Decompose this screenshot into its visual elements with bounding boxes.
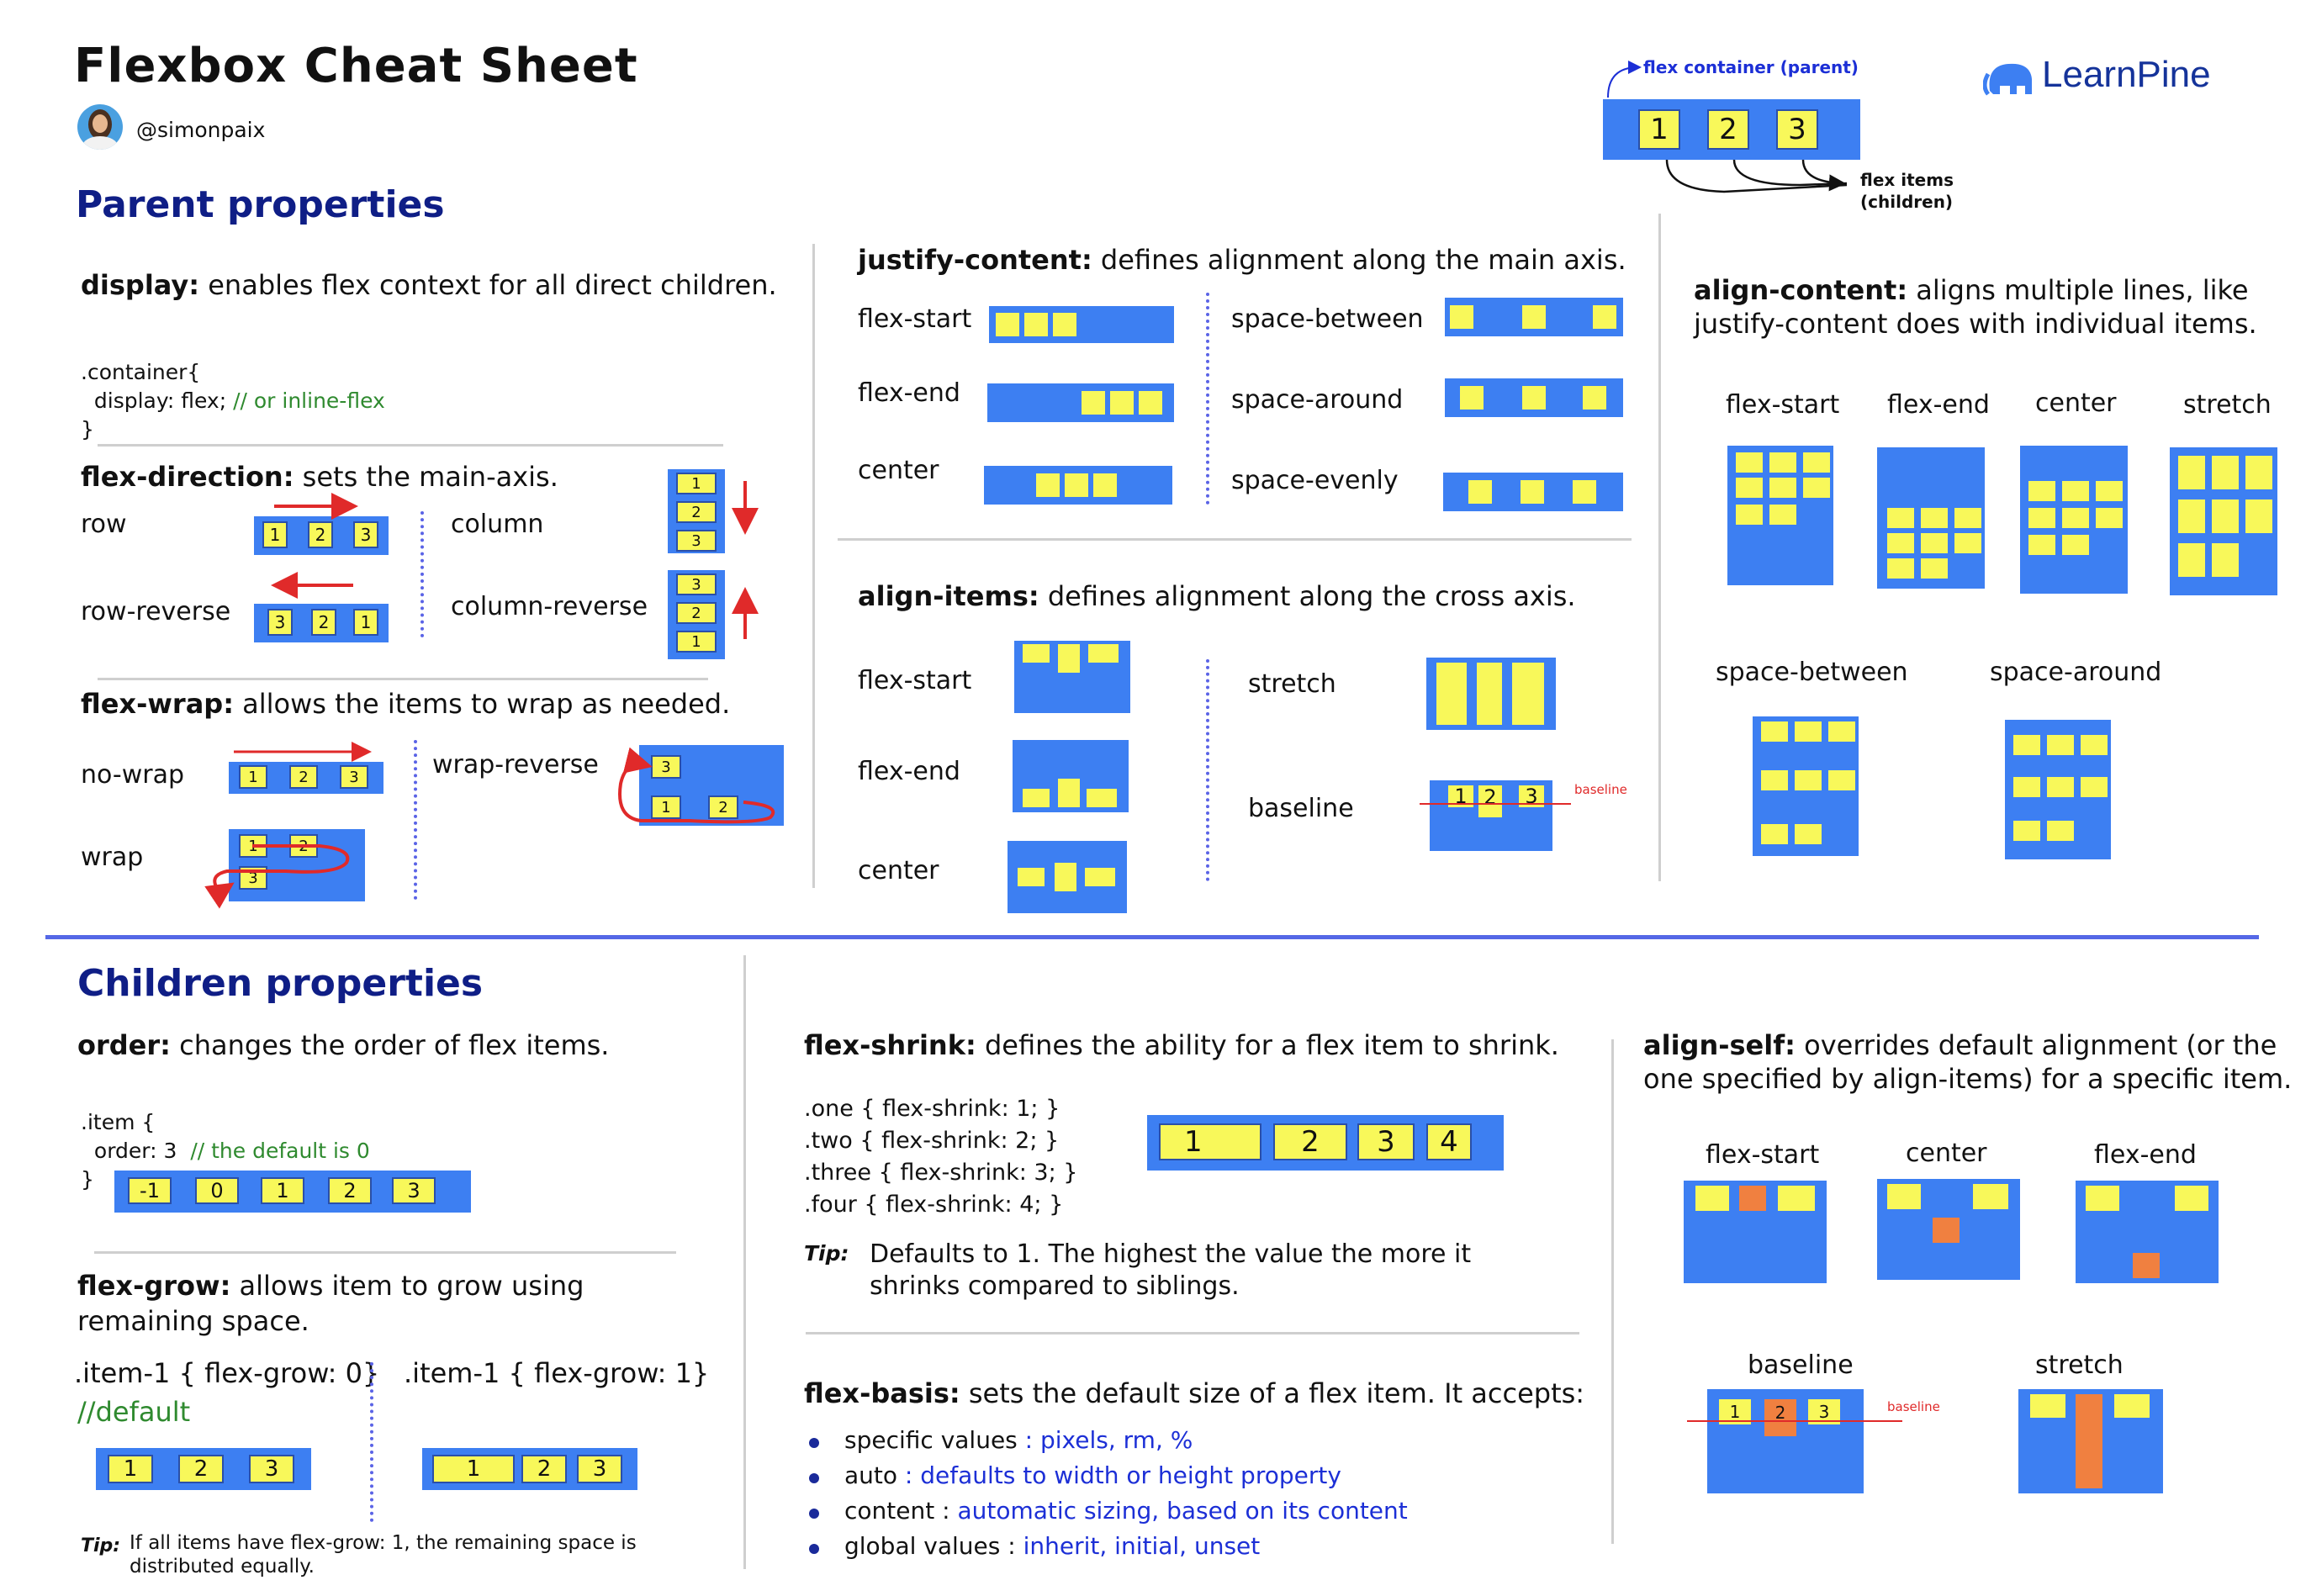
column-divider — [1611, 1039, 1614, 1544]
wrap-reverse-label: wrap-reverse — [432, 750, 599, 780]
author-handle: @simonpaix — [136, 118, 266, 142]
parent-diagram-label: flex container (parent) — [1643, 57, 1859, 77]
align-content-item — [1921, 533, 1948, 553]
divider — [98, 444, 723, 447]
justify-label: center — [858, 456, 939, 485]
align-content-item — [2013, 735, 2040, 755]
align-content-item — [1887, 508, 1914, 528]
self-baseline-item: 1 — [1719, 1399, 1751, 1424]
flex-grow-heading-2: remaining space. — [77, 1305, 309, 1337]
align-content-item — [1761, 721, 1788, 742]
align-content-item — [2047, 777, 2074, 797]
order-item: 2 — [328, 1177, 372, 1204]
baseline-item: 3 — [1519, 785, 1544, 807]
row-reverse-label: row-reverse — [81, 597, 231, 626]
align-items-center — [1008, 841, 1127, 913]
baseline-note: baseline — [1574, 782, 1627, 797]
diagram-item: 1 — [1638, 109, 1680, 150]
basis-item: specific values : pixels, rm, % — [844, 1426, 1193, 1454]
align-self-label: flex-start — [1706, 1140, 1820, 1170]
align-content-item — [1828, 721, 1855, 742]
align-content-item — [2062, 508, 2089, 528]
section-title-children: Children properties — [77, 962, 484, 1005]
divider — [94, 1251, 676, 1254]
column-divider — [812, 244, 815, 888]
basis-item: global values : inherit, initial, unset — [844, 1532, 1261, 1560]
align-content-item — [2212, 499, 2239, 533]
dotted-separator — [370, 1362, 373, 1522]
wrap-reverse-item: 3 — [651, 755, 681, 779]
dotted-separator — [1206, 293, 1209, 505]
align-content-item — [1795, 770, 1822, 790]
justify-label: space-between — [1231, 304, 1424, 334]
align-content-item — [1769, 478, 1796, 498]
justify-space-between — [1445, 298, 1623, 336]
align-content-item — [2096, 481, 2123, 501]
self-baseline-item: 3 — [1808, 1399, 1840, 1424]
justify-label: space-around — [1231, 385, 1404, 415]
align-content-item — [1736, 505, 1763, 525]
order-code: .item { order: 3 // the default is 0 } — [81, 1110, 370, 1192]
align-self-label: flex-end — [2094, 1140, 2197, 1170]
grow-item: 3 — [577, 1455, 622, 1483]
column-reverse-item: 3 — [676, 573, 717, 595]
shrink-tip-label: Tip: — [804, 1241, 849, 1266]
row-reverse-item: 3 — [267, 609, 293, 636]
align-content-item — [1921, 508, 1948, 528]
align-content-space-between — [1753, 716, 1859, 856]
column-reverse-item: 2 — [676, 602, 717, 624]
grow-tip-label: Tip: — [81, 1535, 121, 1556]
column-reverse-label: column-reverse — [451, 592, 648, 621]
grow-item: 1 — [432, 1455, 515, 1483]
justify-flex-end — [987, 383, 1174, 422]
align-content-heading: align-content: aligns multiple lines, like — [1694, 274, 2249, 306]
align-content-item — [1795, 824, 1822, 844]
align-content-item — [1795, 721, 1822, 742]
row-reverse-item: 1 — [353, 609, 378, 636]
display-heading: display: enables flex context for all direct children. — [81, 269, 777, 301]
align-self-stretch — [2018, 1389, 2163, 1493]
shrink-item: 4 — [1426, 1123, 1472, 1160]
align-content-flex-start — [1727, 446, 1833, 585]
align-items-label: baseline — [1248, 794, 1354, 823]
grow-code-b: .item-1 { flex-grow: 1} — [404, 1357, 710, 1389]
align-content-item — [2028, 535, 2055, 555]
align-content-item — [1736, 452, 1763, 473]
grow-item: 3 — [249, 1455, 294, 1483]
align-self-flex-end — [2076, 1181, 2219, 1283]
grow-item: 1 — [108, 1455, 153, 1483]
self-baseline-item-orange: 2 — [1764, 1399, 1796, 1436]
dotted-separator — [420, 511, 424, 637]
bullet — [809, 1509, 819, 1519]
align-items-label: center — [858, 856, 939, 885]
align-items-flex-end — [1013, 740, 1129, 812]
align-self-heading: align-self: overrides default alignment (or the — [1643, 1029, 2277, 1061]
align-content-item — [2013, 821, 2040, 841]
align-self-heading-2: one specified by align-items) for a specific item. — [1643, 1063, 2293, 1095]
brand-name: LearnPine — [2042, 54, 2211, 95]
row-label: row — [81, 510, 127, 539]
diagram-item: 3 — [1776, 109, 1818, 150]
align-content-item — [2245, 499, 2272, 533]
row-item: 3 — [353, 521, 378, 548]
order-item: 1 — [261, 1177, 304, 1204]
grow-tip-text-2: distributed equally. — [130, 1556, 315, 1578]
bullet — [809, 1438, 819, 1448]
align-self-center — [1877, 1179, 2020, 1280]
align-content-item — [2081, 777, 2108, 797]
align-content-item — [2047, 821, 2074, 841]
grow-code-a: .item-1 { flex-grow: 0} — [74, 1357, 380, 1389]
learnpine-logo — [1983, 54, 2235, 101]
align-content-item — [2028, 481, 2055, 501]
shrink-code: .one { flex-shrink: 1; } .two { flex-shrink: 2; } .three { flex-shrink: 3; } .four { flex-shrink: 4; } — [804, 1096, 1078, 1218]
align-content-item — [1769, 505, 1796, 525]
flex-grow-heading: flex-grow: allows item to grow using — [77, 1270, 584, 1302]
divider — [98, 678, 708, 680]
nowrap-item: 1 — [239, 765, 267, 789]
align-content-item — [1954, 508, 1981, 528]
baseline-item: 2 — [1478, 785, 1502, 817]
wrap-item: 3 — [239, 866, 267, 890]
column-label: column — [451, 510, 544, 539]
align-content-item — [1828, 770, 1855, 790]
justify-content-heading: justify-content: defines alignment along the main axis. — [858, 244, 1626, 276]
wrap-label: wrap — [81, 843, 144, 872]
wrap-item: 2 — [289, 834, 318, 858]
align-content-item — [1887, 533, 1914, 553]
author-avatar — [77, 104, 123, 150]
nowrap-label: no-wrap — [81, 760, 185, 790]
align-content-item — [2047, 735, 2074, 755]
align-content-item — [1769, 452, 1796, 473]
order-heading: order: changes the order of flex items. — [77, 1029, 610, 1061]
order-item: 0 — [195, 1177, 239, 1204]
align-content-label: stretch — [2183, 390, 2272, 420]
align-content-label: center — [2035, 388, 2117, 418]
align-content-label: space-around — [1990, 658, 2162, 687]
row-item: 1 — [262, 521, 288, 548]
align-items-stretch — [1426, 658, 1556, 730]
align-content-item — [1803, 452, 1830, 473]
display-code: .container{ display: flex; // or inline-flex } — [81, 360, 385, 441]
dotted-separator — [414, 740, 417, 900]
align-content-stretch — [2170, 447, 2277, 595]
basis-item: content : automatic sizing, based on its content — [844, 1497, 1408, 1525]
dotted-separator — [1206, 659, 1209, 881]
shrink-tip-text: Defaults to 1. The highest the value the more it — [870, 1239, 1472, 1269]
justify-space-around — [1445, 378, 1623, 417]
grow-item: 2 — [521, 1455, 567, 1483]
parent-diagram-container — [1603, 99, 1860, 160]
justify-label: flex-end — [858, 378, 960, 408]
children-diagram-label: flex items — [1860, 170, 1954, 190]
justify-label: space-evenly — [1231, 466, 1399, 495]
align-content-item — [1887, 558, 1914, 579]
align-content-item — [2178, 499, 2205, 533]
nowrap-item: 3 — [340, 765, 368, 789]
align-content-item — [2178, 456, 2205, 489]
align-content-item — [2178, 543, 2205, 577]
wrap-reverse-item: 2 — [708, 795, 738, 819]
order-item: 3 — [392, 1177, 436, 1204]
align-content-item — [1921, 558, 1948, 579]
section-title-parent: Parent properties — [76, 183, 445, 226]
align-content-label: space-between — [1716, 658, 1908, 687]
column-divider — [1658, 214, 1661, 881]
align-content-space-around — [2005, 720, 2111, 859]
justify-flex-start — [989, 306, 1174, 343]
basis-item: auto : defaults to width or height property — [844, 1461, 1341, 1489]
elephant-icon — [1983, 57, 2037, 98]
align-content-label: flex-start — [1726, 390, 1840, 420]
order-item: -1 — [128, 1177, 172, 1204]
flex-wrap-heading: flex-wrap: allows the items to wrap as needed. — [81, 688, 731, 720]
baseline-item: 1 — [1448, 785, 1473, 807]
align-items-flex-start — [1014, 641, 1130, 713]
nowrap-item: 2 — [289, 765, 318, 789]
align-content-item — [1954, 533, 1981, 553]
children-diagram-label: (children) — [1860, 192, 1954, 212]
align-self-label: baseline — [1748, 1350, 1854, 1380]
align-content-item — [1736, 478, 1763, 498]
justify-space-evenly — [1443, 473, 1623, 511]
wrap-item: 1 — [239, 834, 267, 858]
align-items-label: flex-end — [858, 757, 960, 786]
align-content-flex-end — [1877, 447, 1985, 589]
align-content-item — [2212, 543, 2239, 577]
shrink-item: 2 — [1273, 1123, 1347, 1160]
align-content-item — [2096, 508, 2123, 528]
column-item: 1 — [676, 473, 717, 494]
divider — [806, 1332, 1579, 1334]
self-baseline-note: baseline — [1887, 1399, 1940, 1414]
column-divider — [743, 955, 746, 1569]
row-reverse-item: 2 — [311, 609, 336, 636]
column-item: 3 — [676, 530, 717, 552]
align-content-item — [1761, 770, 1788, 790]
wrap-reverse-item: 1 — [651, 795, 681, 819]
diagram-item: 2 — [1707, 109, 1749, 150]
bullet — [809, 1544, 819, 1554]
align-content-item — [1803, 478, 1830, 498]
align-self-label: center — [1906, 1139, 1987, 1168]
shrink-item: 3 — [1357, 1123, 1415, 1160]
row-item: 2 — [308, 521, 333, 548]
align-content-item — [2013, 777, 2040, 797]
flex-direction-heading: flex-direction: sets the main-axis. — [81, 461, 558, 493]
align-content-item — [2212, 456, 2239, 489]
align-self-flex-start — [1684, 1181, 1827, 1283]
column-reverse-item: 1 — [676, 631, 717, 653]
align-content-item — [2062, 535, 2089, 555]
shrink-tip-text-2: shrinks compared to siblings. — [870, 1271, 1240, 1301]
grow-item: 2 — [178, 1455, 224, 1483]
justify-center — [984, 466, 1172, 505]
align-content-item — [2028, 508, 2055, 528]
column-item: 2 — [676, 501, 717, 523]
align-items-label: stretch — [1248, 669, 1336, 699]
flex-shrink-heading: flex-shrink: defines the ability for a flex item to shrink. — [804, 1029, 1559, 1061]
divider — [838, 538, 1632, 541]
justify-label: flex-start — [858, 304, 972, 334]
align-items-label: flex-start — [858, 666, 972, 695]
align-self-label: stretch — [2035, 1350, 2124, 1380]
section-separator — [45, 935, 2259, 939]
align-content-item — [2245, 456, 2272, 489]
align-items-heading: align-items: defines alignment along the cross axis. — [858, 580, 1576, 612]
align-content-label: flex-end — [1887, 390, 1990, 420]
grow-tip-text: If all items have flex-grow: 1, the remaining space is — [130, 1532, 637, 1554]
align-content-item — [2062, 481, 2089, 501]
grow-code-comment: //default — [77, 1396, 191, 1428]
flex-basis-heading: flex-basis: sets the default size of a flex item. It accepts: — [804, 1377, 1585, 1409]
align-content-item — [1761, 824, 1788, 844]
page-title: Flexbox Cheat Sheet — [74, 39, 638, 93]
align-content-heading-2: justify-content does with individual items. — [1694, 308, 2257, 340]
align-content-item — [2081, 735, 2108, 755]
bullet — [809, 1473, 819, 1483]
align-content-center — [2020, 446, 2128, 594]
shrink-item: 1 — [1159, 1123, 1261, 1160]
